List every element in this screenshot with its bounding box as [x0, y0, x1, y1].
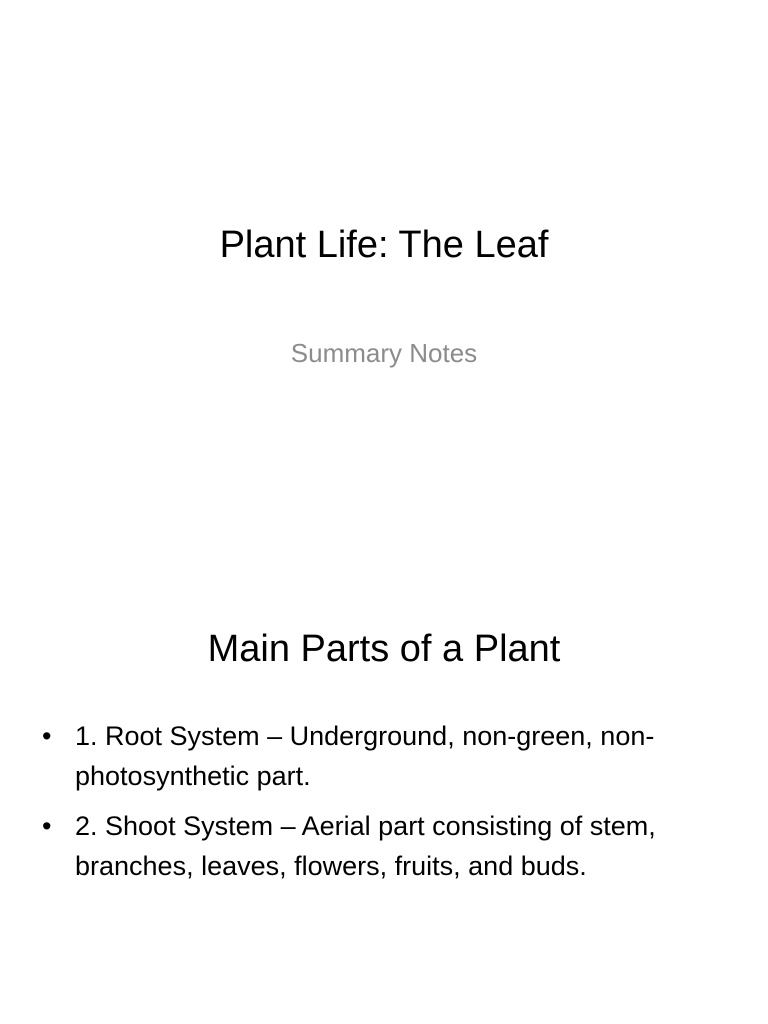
bullet-icon: •: [42, 811, 52, 841]
bullet-text: 1. Root System – Underground, non-green, non-photosynthetic part.: [75, 721, 655, 791]
slide-subtitle: Summary Notes: [290, 338, 478, 368]
slide-title: Main Parts of a Plant: [207, 628, 561, 670]
bullet-list: [40, 716, 700, 896]
slide-title: Plant Life: The Leaf: [219, 224, 549, 266]
list-item: [40, 716, 700, 796]
content-slide: [0, 576, 768, 1024]
list-item: [40, 806, 700, 886]
bullet-icon: •: [42, 721, 52, 751]
bullet-text: 2. Shoot System – Aerial part consisting of stem, branches, leaves, flowers, fruits, and buds.: [75, 811, 656, 881]
